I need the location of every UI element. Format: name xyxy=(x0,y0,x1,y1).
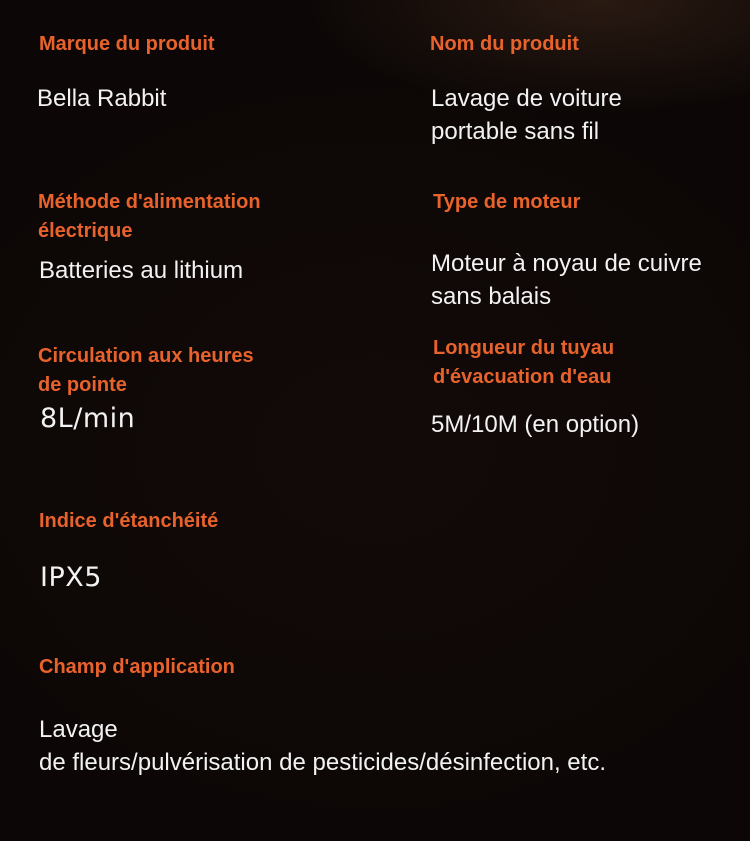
spec-brand-label: Marque du produit xyxy=(39,33,215,55)
spec-peak-flow xyxy=(38,342,254,400)
spec-motor-type xyxy=(433,188,580,217)
spec-application xyxy=(39,653,235,682)
spec-waterproof-rating-value-block xyxy=(40,561,102,594)
spec-application-value: Lavage de fleurs/pulvérisation de pesticides/désinfection, etc. xyxy=(39,716,606,776)
spec-power-method-value: Batteries au lithium xyxy=(39,257,244,284)
spec-peak-flow-label: Circulation aux heures de pointe xyxy=(38,345,254,396)
spec-product-name-label: Nom du produit xyxy=(430,33,579,55)
spec-product-name xyxy=(430,30,579,59)
spec-peak-flow-value-block xyxy=(40,402,135,435)
spec-application-label: Champ d'application xyxy=(39,656,235,678)
spec-motor-type-value-block xyxy=(431,247,702,313)
spec-hose-length xyxy=(433,334,614,392)
spec-hose-length-value-block xyxy=(431,408,639,441)
spec-waterproof-rating-label: Indice d'étanchéité xyxy=(39,510,219,532)
spec-product-name-value-block xyxy=(431,82,622,148)
spec-brand-value-block xyxy=(37,82,166,115)
spec-power-method xyxy=(38,188,261,246)
spec-waterproof-rating-value: IPX5 xyxy=(40,562,102,593)
spec-power-method-value-block xyxy=(39,254,243,287)
spec-power-method-label: Méthode d'alimentation électrique xyxy=(38,191,261,242)
spec-brand-value: Bella Rabbit xyxy=(37,85,167,112)
spec-peak-flow-value: 8L/min xyxy=(40,403,136,434)
spec-motor-type-label: Type de moteur xyxy=(433,191,581,213)
spec-motor-type-value: Moteur à noyau de cuivre sans balais xyxy=(431,250,702,310)
spec-brand xyxy=(39,30,215,59)
spec-hose-length-value: 5M/10M (en option) xyxy=(431,411,640,438)
spec-application-value-block xyxy=(39,713,606,779)
spec-product-name-value: Lavage de voiture portable sans fil xyxy=(431,85,622,145)
spec-hose-length-label: Longueur du tuyau d'évacuation d'eau xyxy=(433,337,615,388)
spec-waterproof-rating xyxy=(39,507,218,536)
